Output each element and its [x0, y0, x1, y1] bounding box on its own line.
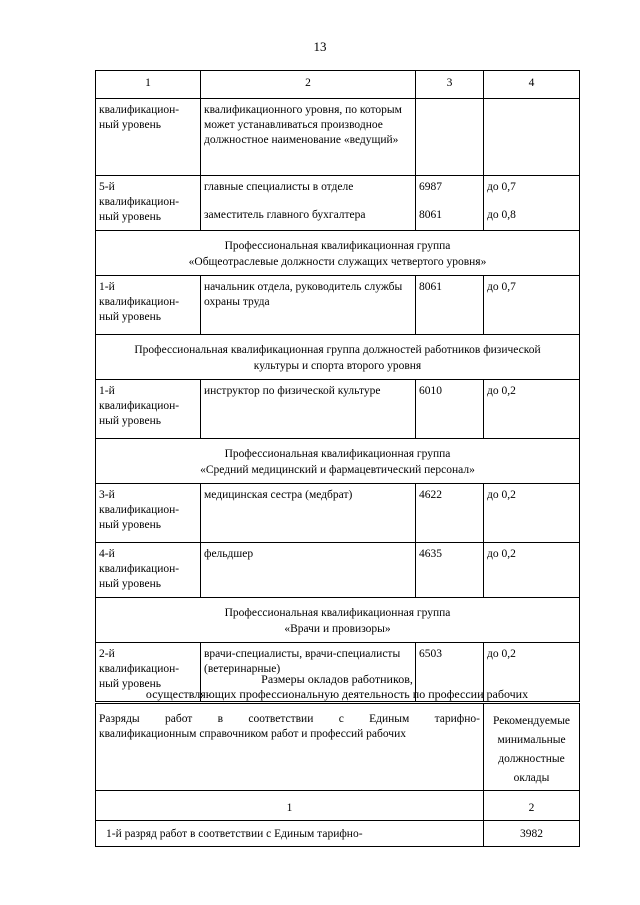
position-cell [201, 176, 416, 231]
table1-header-row [96, 71, 580, 99]
salary-value: 6987 [419, 181, 442, 193]
table2-row [96, 821, 580, 847]
position-name: заместитель главного бухгалтера [204, 209, 366, 221]
salary-cell [416, 484, 484, 543]
coefficient-value: до 0,2 [487, 548, 516, 560]
table1-header-col-1: 1 [96, 71, 201, 99]
coefficient-value: до 0,2 [487, 648, 516, 660]
table2-header-line-2: квалификационным справочником работ и профессий рабочих [99, 728, 406, 740]
position-name: квалификационного уровня, по которым может устанавливаться производное должностное наименование «ведущий» [204, 104, 402, 146]
salary-cell [416, 276, 484, 335]
qualification-level: 1-й квалификацион- ный уровень [96, 380, 201, 439]
workers-salary-table [95, 703, 580, 847]
table2-number-row [96, 791, 580, 821]
coefficient-cell [484, 484, 580, 543]
table2-header-grades [96, 704, 484, 791]
group-heading-line-2: «Врачи и провизоры» [284, 623, 391, 635]
group-heading-line-1: Профессиональная квалификационная группа должностей работников физической [134, 344, 541, 356]
coefficient-value: до 0,7 [487, 181, 516, 193]
qualification-level: квалификацион- ный уровень [96, 99, 201, 176]
level-row [96, 380, 580, 439]
salary-value: 6010 [419, 385, 442, 397]
salary-cell [416, 543, 484, 598]
caption-line-1: Размеры окладов работников, [261, 672, 413, 686]
position-name: главные специалисты в отделе [204, 181, 354, 193]
group-heading [96, 439, 580, 484]
coefficient-value: до 0,2 [487, 489, 516, 501]
position-cell [201, 484, 416, 543]
qualification-level: 2-й квалификацион- ный уровень [96, 643, 201, 702]
salary-cell [416, 380, 484, 439]
level-row [96, 484, 580, 543]
position-name: фельдшер [204, 548, 254, 560]
table2-row-value: 3982 [484, 821, 580, 847]
group-heading-line-2: «Общеотраслевые должности служащих четвертого уровня» [188, 256, 487, 268]
position-name: начальник отдела, руководитель службы охраны труда [204, 281, 403, 308]
group-heading [96, 598, 580, 643]
caption-line-2: осуществляющих профессиональную деятельность по профессии рабочих [145, 687, 529, 701]
position-name: медицинская сестра (медбрат) [204, 489, 353, 501]
group-heading [96, 231, 580, 276]
group-heading-row [96, 439, 580, 484]
group-heading-line-2: «Средний медицинский и фармацевтический персонал» [200, 464, 475, 476]
level-row [96, 176, 580, 231]
salary-cell [416, 176, 484, 231]
qualification-level: 3-й квалификацион- ный уровень [96, 484, 201, 543]
position-cell [201, 99, 416, 176]
group-heading-line-2: культуры и спорта второго уровня [253, 360, 422, 372]
level-row [96, 276, 580, 335]
group-heading-row [96, 598, 580, 643]
group-heading-line-1: Профессиональная квалификационная группа [224, 240, 451, 252]
table2-header-line-1: Разряды работ в соответствии с Единым тарифно- [99, 713, 480, 725]
coefficient-value: до 0,7 [487, 281, 516, 293]
group-heading-line-1: Профессиональная квалификационная группа [224, 607, 451, 619]
position-cell [201, 380, 416, 439]
group-heading-line-1: Профессиональная квалификационная группа [224, 448, 451, 460]
table2-col-number-1: 1 [96, 791, 484, 821]
salary-value: 6503 [419, 648, 442, 660]
table1-header-col-3: 3 [416, 71, 484, 99]
coefficient-cell [484, 176, 580, 231]
group-heading [96, 335, 580, 380]
qualification-level: 1-й квалификацион- ный уровень [96, 276, 201, 335]
level-row [96, 543, 580, 598]
table2-header-row [96, 704, 580, 791]
level-row [96, 99, 580, 176]
coefficient-cell [484, 99, 580, 176]
qualification-table [95, 70, 580, 702]
salary-cell [416, 99, 484, 176]
coefficient-value: до 0,8 [487, 209, 516, 221]
salary-value: 4635 [419, 548, 442, 560]
position-name: инструктор по физической культуре [204, 385, 381, 397]
coefficient-cell [484, 543, 580, 598]
position-cell [201, 543, 416, 598]
coefficient-cell [484, 276, 580, 335]
section-caption [95, 672, 579, 702]
salary-value: 4622 [419, 489, 442, 501]
table1-header-col-4: 4 [484, 71, 580, 99]
qualification-level: 4-й квалификацион- ный уровень [96, 543, 201, 598]
page-number: 13 [313, 39, 327, 54]
table2-row-label: 1-й разряд работ в соответствии с Единым тарифно- [96, 821, 484, 847]
salary-value: 8061 [419, 281, 442, 293]
table2-col-number-2: 2 [484, 791, 580, 821]
position-cell [201, 276, 416, 335]
table2-header-salaries: Рекомендуемые минимальные должностные оклады [484, 704, 580, 791]
position-name: врачи-специалисты, врачи-специалисты (ветеринарные) [204, 648, 401, 675]
table1-header-col-2: 2 [201, 71, 416, 99]
group-heading-row [96, 231, 580, 276]
group-heading-row [96, 335, 580, 380]
qualification-level: 5-й квалификацион- ный уровень [96, 176, 201, 231]
coefficient-value: до 0,2 [487, 385, 516, 397]
salary-value: 8061 [419, 209, 442, 221]
coefficient-cell [484, 380, 580, 439]
